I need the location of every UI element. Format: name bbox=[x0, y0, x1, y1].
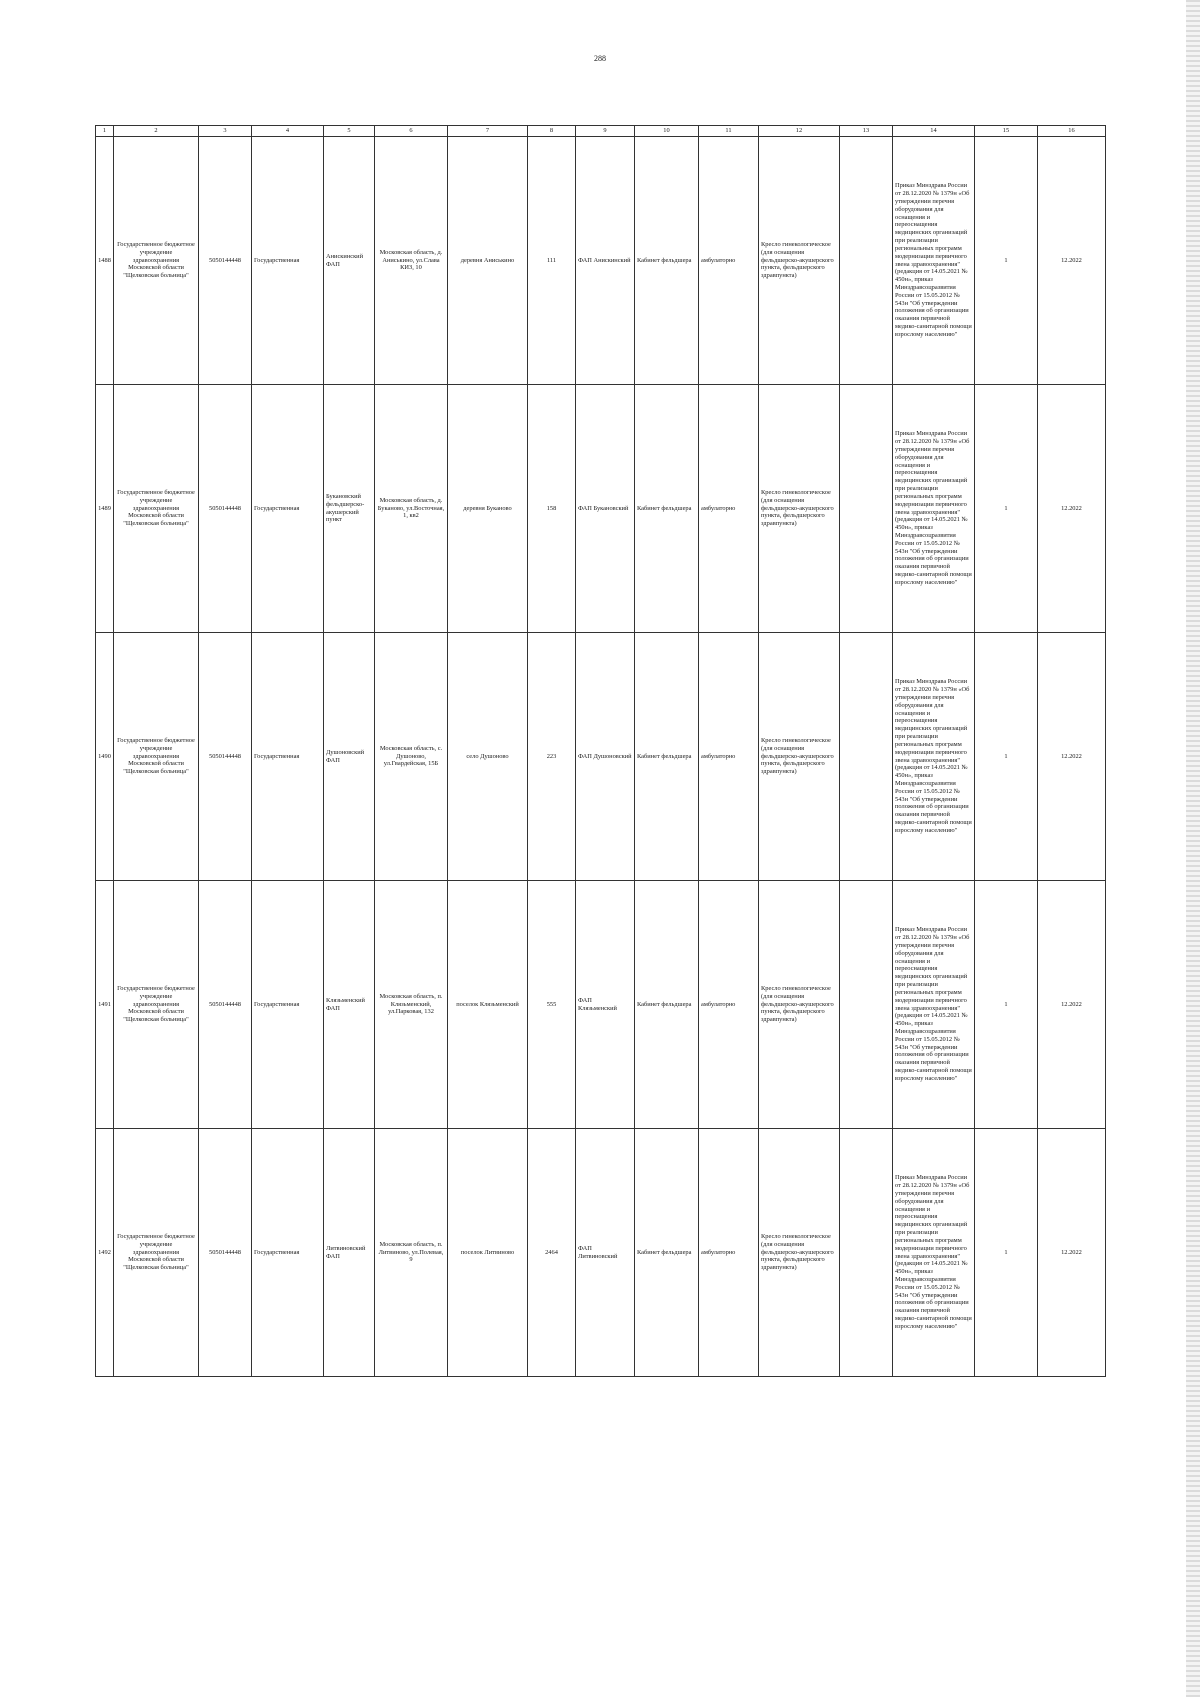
care-type: амбулаторно bbox=[699, 137, 759, 385]
row-number: 1491 bbox=[96, 881, 114, 1129]
facility-name: ФАП Душоновский bbox=[576, 633, 635, 881]
locality: деревня Аниськино bbox=[448, 137, 528, 385]
table-row bbox=[96, 385, 1106, 633]
ownership-form: Государственная bbox=[252, 137, 324, 385]
column-number: 10 bbox=[635, 126, 699, 137]
column-number: 13 bbox=[840, 126, 893, 137]
care-type: амбулаторно bbox=[699, 385, 759, 633]
room-name: Кабинет фельдшера bbox=[635, 881, 699, 1129]
column-number: 14 bbox=[893, 126, 975, 137]
unit-name: Литвиновский ФАП bbox=[324, 1129, 375, 1377]
quantity: 1 bbox=[975, 385, 1038, 633]
inn-code: 5050144448 bbox=[199, 1129, 252, 1377]
quantity: 1 bbox=[975, 137, 1038, 385]
equipment-name: Кресло гинекологическое (для оснащения фельдшерско-акушерского пункта, фельдшерского здравпункта) bbox=[759, 137, 840, 385]
room-name: Кабинет фельдшера bbox=[635, 137, 699, 385]
regulatory-basis: Приказ Минздрава России от 28.12.2020 № 1379н «Об утверждении перечня оборудования для оснащения и переоснащения медицинских организаций при реализации региональных программ модернизации первичного звена здравоохранения"(редакция от 14.05.2021 № 450н», приказ Минздравсоцразвития России от 15.05.2012 № 543н "Об утверждении положения об организации оказания первичной медико-санитарной помощи взрослому населению" bbox=[893, 137, 975, 385]
column-number: 3 bbox=[199, 126, 252, 137]
ownership-form: Государственная bbox=[252, 385, 324, 633]
unit-address: Московская область, д. Аниськино, ул.Слава КИЗ, 10 bbox=[375, 137, 448, 385]
equipment-name: Кресло гинекологическое (для оснащения фельдшерско-акушерского пункта, фельдшерского здравпункта) bbox=[759, 881, 840, 1129]
scan-edge-artifact bbox=[1186, 0, 1200, 1697]
population: 111 bbox=[528, 137, 576, 385]
room-name: Кабинет фельдшера bbox=[635, 1129, 699, 1377]
organization-name: Государственное бюджетное учреждение здравоохранения Московской области "Щелковская больница" bbox=[114, 137, 199, 385]
ownership-form: Государственная bbox=[252, 1129, 324, 1377]
column-number: 9 bbox=[576, 126, 635, 137]
equipment-registry-table bbox=[95, 125, 1106, 1377]
facility-name: ФАП Литвиновский bbox=[576, 1129, 635, 1377]
locality: поселок Клязьменский bbox=[448, 881, 528, 1129]
unit-address: Московская область, п. Клязьменский, ул.Парковая, 132 bbox=[375, 881, 448, 1129]
equipment-name: Кресло гинекологическое (для оснащения фельдшерско-акушерского пункта, фельдшерского здравпункта) bbox=[759, 633, 840, 881]
page-number: 288 bbox=[594, 54, 606, 63]
regulatory-basis: Приказ Минздрава России от 28.12.2020 № 1379н «Об утверждении перечня оборудования для оснащения и переоснащения медицинских организаций при реализации региональных программ модернизации первичного звена здравоохранения"(редакция от 14.05.2021 № 450н», приказ Минздравсоцразвития России от 15.05.2012 № 543н "Об утверждении положения об организации оказания первичной медико-санитарной помощи взрослому населению" bbox=[893, 1129, 975, 1377]
column-number: 11 bbox=[699, 126, 759, 137]
inn-code: 5050144448 bbox=[199, 633, 252, 881]
ownership-form: Государственная bbox=[252, 633, 324, 881]
row-number: 1492 bbox=[96, 1129, 114, 1377]
population: 2464 bbox=[528, 1129, 576, 1377]
care-type: амбулаторно bbox=[699, 881, 759, 1129]
column-number: 8 bbox=[528, 126, 576, 137]
equipment-name: Кресло гинекологическое (для оснащения фельдшерско-акушерского пункта, фельдшерского здравпункта) bbox=[759, 1129, 840, 1377]
regulatory-basis: Приказ Минздрава России от 28.12.2020 № 1379н «Об утверждении перечня оборудования для оснащения и переоснащения медицинских организаций при реализации региональных программ модернизации первичного звена здравоохранения"(редакция от 14.05.2021 № 450н», приказ Минздравсоцразвития России от 15.05.2012 № 543н "Об утверждении положения об организации оказания первичной медико-санитарной помощи взрослому населению" bbox=[893, 881, 975, 1129]
column-number: 1 bbox=[96, 126, 114, 137]
inn-code: 5050144448 bbox=[199, 385, 252, 633]
unit-address: Московская область, д. Буканово, ул.Восточная, 1, кв2 bbox=[375, 385, 448, 633]
facility-name: ФАП Анискинский bbox=[576, 137, 635, 385]
column-number: 2 bbox=[114, 126, 199, 137]
organization-name: Государственное бюджетное учреждение здравоохранения Московской области "Щелковская больница" bbox=[114, 881, 199, 1129]
column-13-value bbox=[840, 1129, 893, 1377]
quantity: 1 bbox=[975, 633, 1038, 881]
quantity: 1 bbox=[975, 1129, 1038, 1377]
ownership-form: Государственная bbox=[252, 881, 324, 1129]
column-13-value bbox=[840, 385, 893, 633]
locality: поселок Литвиново bbox=[448, 1129, 528, 1377]
organization-name: Государственное бюджетное учреждение здравоохранения Московской области "Щелковская больница" bbox=[114, 385, 199, 633]
column-number: 6 bbox=[375, 126, 448, 137]
room-name: Кабинет фельдшера bbox=[635, 633, 699, 881]
column-13-value bbox=[840, 881, 893, 1129]
room-name: Кабинет фельдшера bbox=[635, 385, 699, 633]
care-type: амбулаторно bbox=[699, 1129, 759, 1377]
column-number: 16 bbox=[1038, 126, 1106, 137]
table-row bbox=[96, 1129, 1106, 1377]
inn-code: 5050144448 bbox=[199, 137, 252, 385]
unit-name: Анискинский ФАП bbox=[324, 137, 375, 385]
row-number: 1490 bbox=[96, 633, 114, 881]
population: 158 bbox=[528, 385, 576, 633]
column-number: 7 bbox=[448, 126, 528, 137]
locality: село Душоново bbox=[448, 633, 528, 881]
regulatory-basis: Приказ Минздрава России от 28.12.2020 № 1379н «Об утверждении перечня оборудования для оснащения и переоснащения медицинских организаций при реализации региональных программ модернизации первичного звена здравоохранения"(редакция от 14.05.2021 № 450н», приказ Минздравсоцразвития России от 15.05.2012 № 543н "Об утверждении положения об организации оказания первичной медико-санитарной помощи взрослому населению" bbox=[893, 385, 975, 633]
table-row bbox=[96, 137, 1106, 385]
equipment-name: Кресло гинекологическое (для оснащения фельдшерско-акушерского пункта, фельдшерского здравпункта) bbox=[759, 385, 840, 633]
facility-name: ФАП Клязьменский bbox=[576, 881, 635, 1129]
column-number: 4 bbox=[252, 126, 324, 137]
delivery-date: 12.2022 bbox=[1038, 881, 1106, 1129]
population: 555 bbox=[528, 881, 576, 1129]
row-number: 1489 bbox=[96, 385, 114, 633]
unit-name: Букановский фельдшерско-акушерский пункт bbox=[324, 385, 375, 633]
column-number: 15 bbox=[975, 126, 1038, 137]
unit-name: Душоновский ФАП bbox=[324, 633, 375, 881]
organization-name: Государственное бюджетное учреждение здравоохранения Московской области "Щелковская больница" bbox=[114, 633, 199, 881]
table-row bbox=[96, 633, 1106, 881]
unit-address: Московская область, с. Душоново, ул.Гвардейская, 15Б bbox=[375, 633, 448, 881]
organization-name: Государственное бюджетное учреждение здравоохранения Московской области "Щелковская больница" bbox=[114, 1129, 199, 1377]
column-number-row bbox=[96, 126, 1106, 137]
locality: деревня Буканово bbox=[448, 385, 528, 633]
table-row bbox=[96, 881, 1106, 1129]
regulatory-basis: Приказ Минздрава России от 28.12.2020 № 1379н «Об утверждении перечня оборудования для оснащения и переоснащения медицинских организаций при реализации региональных программ модернизации первичного звена здравоохранения"(редакция от 14.05.2021 № 450н», приказ Минздравсоцразвития России от 15.05.2012 № 543н "Об утверждении положения об организации оказания первичной медико-санитарной помощи взрослому населению" bbox=[893, 633, 975, 881]
unit-address: Московская область, п. Литвиново, ул.Полевая, 9 bbox=[375, 1129, 448, 1377]
population: 223 bbox=[528, 633, 576, 881]
quantity: 1 bbox=[975, 881, 1038, 1129]
inn-code: 5050144448 bbox=[199, 881, 252, 1129]
care-type: амбулаторно bbox=[699, 633, 759, 881]
column-number: 12 bbox=[759, 126, 840, 137]
row-number: 1488 bbox=[96, 137, 114, 385]
column-number: 5 bbox=[324, 126, 375, 137]
delivery-date: 12.2022 bbox=[1038, 1129, 1106, 1377]
column-13-value bbox=[840, 633, 893, 881]
delivery-date: 12.2022 bbox=[1038, 633, 1106, 881]
column-13-value bbox=[840, 137, 893, 385]
delivery-date: 12.2022 bbox=[1038, 385, 1106, 633]
facility-name: ФАП Букановский bbox=[576, 385, 635, 633]
unit-name: Клязьменский ФАП bbox=[324, 881, 375, 1129]
delivery-date: 12.2022 bbox=[1038, 137, 1106, 385]
